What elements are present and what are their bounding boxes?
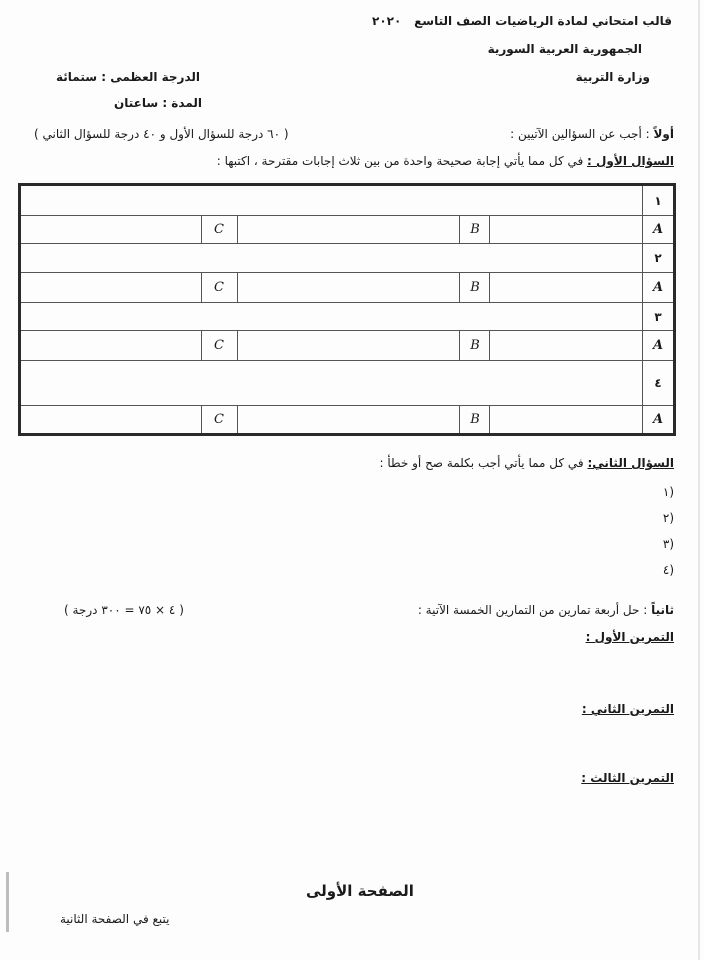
option-b-label: B (470, 280, 480, 295)
ministry-name: وزارة التربية (575, 70, 650, 84)
part-two-heading: ثانياً (651, 603, 674, 617)
options-row (21, 406, 673, 433)
option-b-label: B (470, 412, 480, 427)
question-row (21, 361, 673, 406)
option-c-label: C (214, 280, 224, 295)
multiple-choice-table (18, 183, 676, 436)
question-two-line (380, 456, 674, 470)
template-title: قالب امتحاني لمادة الرياضيات الصف التاسع (414, 14, 672, 28)
question-one-line (217, 154, 674, 168)
option-b-label: B (470, 338, 480, 353)
option-a-label: A (642, 273, 673, 302)
part-one-instruction: : أجب عن السؤالين الآتيين : (510, 127, 650, 141)
republic-name: الجمهورية العربية السورية (487, 42, 642, 56)
question-one-text: في كل مما يأتي إجابة صحيحة واحدة من بين ثلاث إجابات مقترحة ، اكتبها : (216, 154, 584, 168)
option-a-label: A (642, 216, 673, 243)
page-edge (698, 0, 700, 960)
option-b-label: B (470, 222, 480, 237)
options-row (21, 216, 673, 244)
part-two-instruction: : حل أربعة تمارين من التمارين الخمسة الآتية : (417, 603, 648, 617)
option-a-label: A (642, 331, 673, 360)
question-two-text: في كل مما يأتي أجب بكلمة صح أو خطأ : (379, 456, 584, 470)
question-number: ٣ (642, 303, 673, 330)
option-c-label: C (214, 338, 224, 353)
exercise-three-label: التمرين الثالث : (581, 771, 674, 785)
question-row (21, 303, 673, 331)
page-edge-shadow (6, 872, 9, 932)
true-false-item: (٢ (662, 511, 674, 525)
exercise-one-label: التمرين الأول : (585, 630, 674, 644)
true-false-item: (١ (662, 485, 674, 499)
part-one-heading: أولاً (653, 127, 674, 141)
true-false-item: (٤ (662, 563, 674, 577)
options-row (21, 331, 673, 361)
exam-year: ٢٠٢٠ (372, 14, 402, 28)
question-number: ٢ (642, 244, 673, 272)
continue-note: يتبع في الصفحة الثانية (60, 912, 170, 926)
part-one-grades-note: ( ٦٠ درجة للسؤال الأول و ٤٠ درجة للسؤال الثاني ) (34, 127, 289, 141)
part-two-line (418, 603, 674, 617)
exam-duration: المدة : ساعتان (114, 96, 202, 110)
option-c-label: C (214, 222, 224, 237)
part-one-line (510, 127, 674, 141)
exercise-two-label: التمرين الثاني : (581, 702, 674, 716)
question-row (21, 244, 673, 273)
option-c-label: C (214, 412, 224, 427)
true-false-item: (٣ (662, 537, 674, 551)
question-number: ٤ (642, 361, 673, 405)
part-two-grades-note: ( ٤ × ٧٥ = ٣٠٠ درجة ) (64, 603, 184, 617)
question-one-label: السؤال الأول : (587, 154, 674, 168)
question-number: ١ (642, 186, 673, 215)
max-grade: الدرجة العظمى : ستمائة (56, 70, 201, 84)
question-row (21, 186, 673, 216)
options-row (21, 273, 673, 303)
option-a-label: A (642, 406, 673, 433)
page-label: الصفحة الأولى (306, 882, 414, 900)
question-two-label: السؤال الثاني: (587, 456, 674, 470)
